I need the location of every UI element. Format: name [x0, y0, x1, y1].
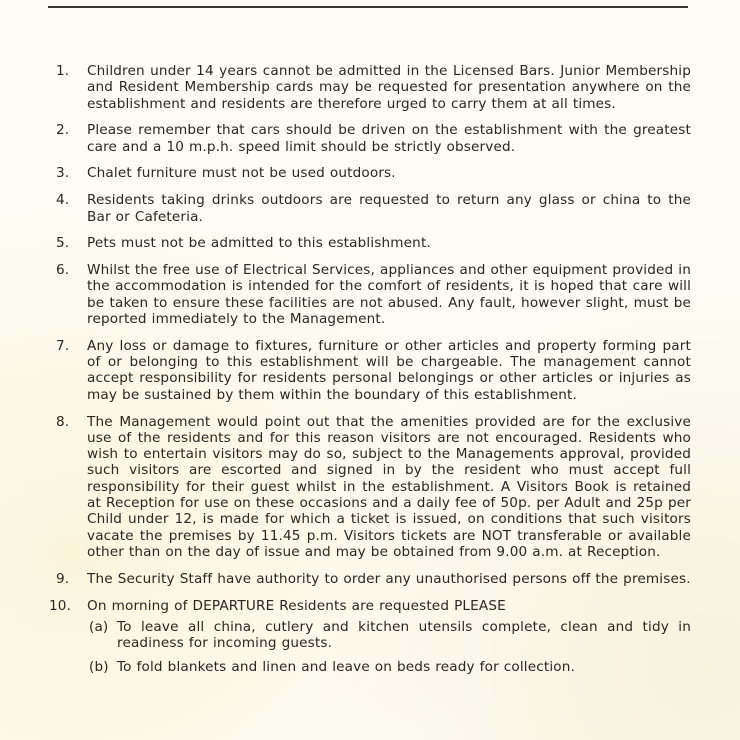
rule-item-7 [0, 338, 691, 403]
rule-number: 8. [56, 413, 70, 430]
subrule-text: To leave all china, cutlery and kitchen utensils complete, clean and tidy in readiness for incoming guests. [117, 618, 691, 652]
rule-text: Children under 14 years cannot be admitted in the Licensed Bars. Junior Membership and Resident Membership cards may be requested for presentation anywhere on the establishment and residents are therefore urged to carry them at all times. [87, 63, 691, 112]
rule-number: 2. [56, 122, 70, 139]
rule-item-2 [0, 122, 691, 155]
rule-item-3 [0, 165, 691, 181]
rule-text: The Security Staff have authority to order any unauthorised persons off the premises. [87, 570, 691, 587]
rule-text: Please remember that cars should be driven on the establishment with the greatest care and a 10 m.p.h. speed limit should be strictly observed. [87, 122, 691, 155]
rule-number: 5. [56, 235, 70, 252]
rule-item-5 [0, 235, 691, 251]
subrule-label: (b) [89, 659, 109, 676]
subrule-item-b [87, 659, 691, 675]
rule-text: Whilst the free use of Electrical Services, appliances and other equipment provided in the accommodation is intended for the comfort of residents, it is hoped that care will be taken to ensure these facilities are not abused. Any fault, however slight, must be reported immediately to the Management. [87, 262, 691, 328]
top-horizontal-rule [48, 6, 688, 8]
rule-item-4 [0, 192, 691, 225]
rule-item-8 [0, 414, 691, 561]
rule-text: The Management would point out that the amenities provided are for the exclusive use of the residents and for this reason visitors are not encouraged. Residents who wish to entertain visitors may do so, subject to the Managements approval, provided such visitors are escorted and signed in by the resident who must accept full responsibility for their guest whilst in the establishment. A Visitors Book is retained at Reception for use on these occasions and a daily fee of 50p. per Adult and 25p per Child under 12, is made for which a ticket is issued, on conditions that such visitors vacate the premises by 11.45 p.m. Visitors tickets are NOT transferable or available other than on the day of issue and may be obtained from 9.00 a.m. at Reception. [87, 413, 691, 560]
rule-text: Residents taking drinks outdoors are requested to return any glass or china to the Bar or Cafeteria. [87, 192, 691, 225]
rule-text: Pets must not be admitted to this establishment. [87, 235, 431, 252]
rule-text: Any loss or damage to fixtures, furniture or other articles and property forming part of or belonging to this establishment will be chargeable. The management cannot accept responsibility for residents personal belongings or other articles or injuries as may be sustained by them within the boundary of this establishment. [87, 337, 691, 403]
rules-list [0, 63, 740, 686]
rule-number: 7. [56, 337, 70, 354]
rule-item-10 [0, 598, 691, 676]
rule-number: 3. [56, 165, 70, 182]
rule-number: 4. [56, 192, 70, 209]
subrule-item-a [87, 619, 691, 652]
departure-subrules-list [87, 619, 691, 676]
rule-number: 9. [56, 570, 70, 587]
rule-item-9 [0, 571, 691, 587]
rule-number: 1. [56, 63, 70, 79]
rule-item-1 [0, 63, 691, 112]
rule-number: 6. [56, 262, 70, 279]
rule-text: Chalet furniture must not be used outdoors. [87, 165, 396, 182]
rule-text: On morning of DEPARTURE Residents are requested PLEASE [87, 597, 506, 614]
rule-item-6 [0, 262, 691, 327]
subrule-text: To fold blankets and linen and leave on beds ready for collection. [117, 659, 575, 676]
subrule-label: (a) [89, 618, 109, 635]
rule-number: 10. [49, 597, 72, 614]
